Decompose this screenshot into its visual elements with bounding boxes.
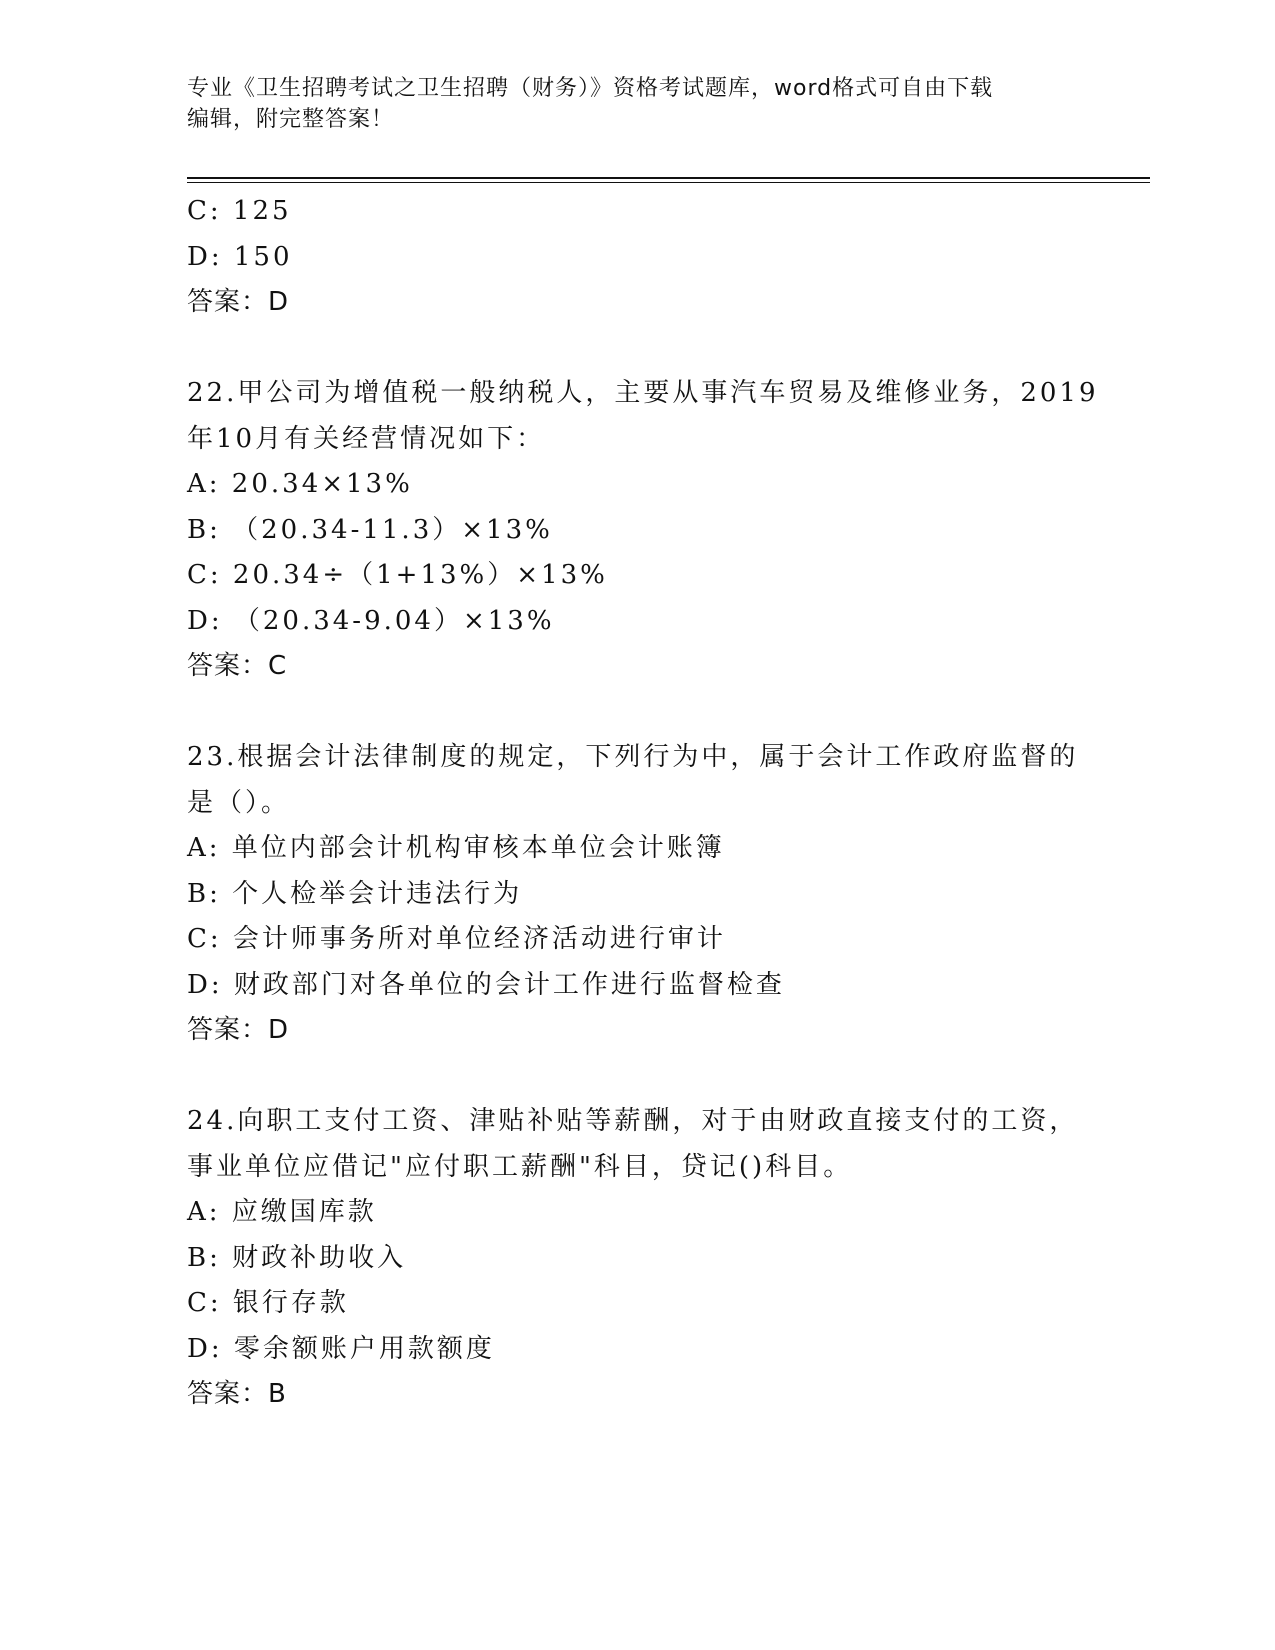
question-24: [187, 1099, 1087, 1418]
document-header: [187, 73, 1067, 135]
question-21-tail: [187, 189, 1087, 326]
header-rule-thin: [187, 182, 1150, 183]
header-line-2: 编辑，附完整答案！: [187, 107, 395, 132]
option-d: D: 零余额账户用款额度: [187, 1333, 495, 1364]
option-a: A: 20.34×13%: [187, 469, 413, 499]
question-stem-line-2: 年10月有关经营情况如下：: [187, 423, 546, 454]
header-line-1: 专业《卫生招聘考试之卫生招聘（财务）》资格考试题库，word格式可自由下载: [187, 76, 994, 101]
option-c: C: 20.34÷（1+13%）×13%: [187, 560, 608, 590]
question-23: [187, 735, 1087, 1054]
question-stem-line-2: 是（）。: [187, 787, 291, 818]
answer: 答案：C: [187, 651, 288, 681]
option-c: C: 银行存款: [187, 1288, 349, 1318]
option-b: B: 财政补助收入: [187, 1242, 407, 1273]
option-b: B: 个人检举会计违法行为: [187, 878, 523, 909]
question-stem-line-2: 事业单位应借记"应付职工薪酬"科目，贷记()科目。: [187, 1151, 853, 1182]
option-c: C: 会计师事务所对单位经济活动进行审计: [187, 924, 726, 954]
header-rule-thick: [187, 177, 1150, 179]
answer: 答案：D: [187, 287, 290, 317]
question-list: [187, 189, 1099, 1418]
question-22: [187, 371, 1099, 690]
option-a: A: 应缴国库款: [187, 1197, 377, 1227]
answer: 答案：B: [187, 1379, 287, 1409]
question-stem-line-1: 24.向职工支付工资、津贴补贴等薪酬，对于由财政直接支付的工资，: [187, 1106, 1079, 1136]
question-stem-line-1: 23.根据会计法律制度的规定，下列行为中，属于会计工作政府监督的: [187, 742, 1079, 772]
answer: 答案：D: [187, 1015, 290, 1045]
question-stem-line-1: 22.甲公司为增值税一般纳税人，主要从事汽车贸易及维修业务，2019: [187, 378, 1099, 408]
option-a: A: 单位内部会计机构审核本单位会计账簿: [187, 833, 725, 863]
option-d: D: （20.34-9.04）×13%: [187, 605, 555, 636]
option-c: C: 125: [187, 196, 292, 226]
option-b: B: （20.34-11.3）×13%: [187, 514, 553, 545]
option-d: D: 150: [187, 241, 293, 272]
option-d: D: 财政部门对各单位的会计工作进行监督检查: [187, 969, 785, 1000]
